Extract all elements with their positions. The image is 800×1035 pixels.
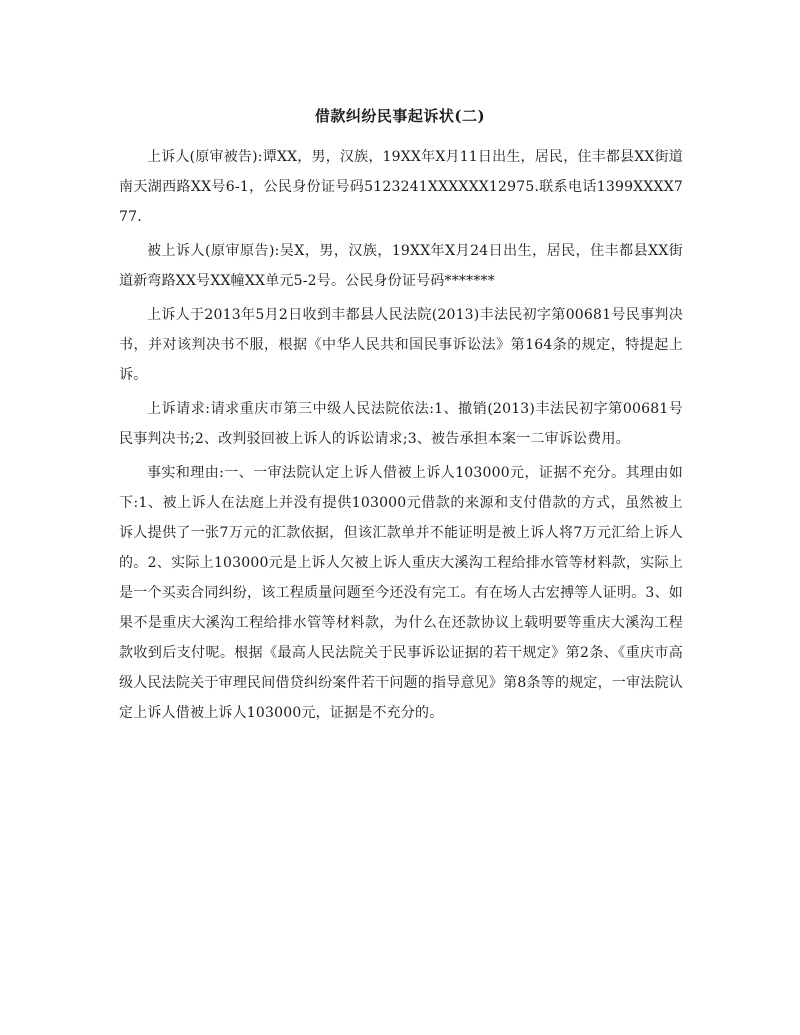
document-title: 借款纠纷民事起诉状(二)	[314, 107, 486, 125]
paragraph-appellee: 被上诉人(原审原告):吴X，男，汉族，19XX年X月24日出生，居民，住丰都县XX街道新弯路XX号XX幢XX单元5-2号。公民身份证号码*******	[119, 243, 683, 289]
document-body	[119, 142, 683, 732]
paragraph-appeal-requests: 上诉请求:请求重庆市第三中级人民法院依法:1、撤销(2013)丰法民初字第00681号民事判决书;2、改判驳回被上诉人的诉讼请求;3、被告承担本案一二审诉讼费用。	[119, 401, 683, 447]
paragraph-facts-and-reasons: 事实和理由:一、一审法院认定上诉人借被上诉人103000元，证据不充分。其理由如下:1、被上诉人在法庭上并没有提供103000元借款的来源和支付借款的方式，虽然被上诉人提供了一张7万元的汇款依据，但该汇款单并不能证明是被上诉人将7万元汇给上诉人的。2、实际上103000元是上诉人欠被上诉人重庆大溪沟工程给排水管等材料款，实际上是一个买卖合同纠纷，该工程质量问题至今还没有完工。有在场人古宏搏等人证明。3、如果不是重庆大溪沟工程给排水管等材料款，为什么在还款协议上载明要等重庆大溪沟工程款收到后支付呢。根据《最高人民法院关于民事诉讼证据的若干规定》第2条、《重庆市高级人民法院关于审理民间借贷纠纷案件若干问题的指导意见》第8条等的规定，一审法院认定上诉人借被上诉人103000元，证据是不充分的。	[119, 465, 683, 721]
paragraph-appeal-notice: 上诉人于2013年5月2日收到丰都县人民法院(2013)丰法民初字第00681号民事判决书，并对该判决书不服，根据《中华人民共和国民事诉讼法》第164条的规定，特提起上诉。	[119, 307, 683, 383]
paragraph-appellant: 上诉人(原审被告):谭XX，男，汉族，19XX年X月11日出生，居民，住丰都县XX街道南天湖西路XX号6-1，公民身份证号码5123241XXXXXX12975.联系电话1399XXXX777.	[119, 149, 683, 225]
